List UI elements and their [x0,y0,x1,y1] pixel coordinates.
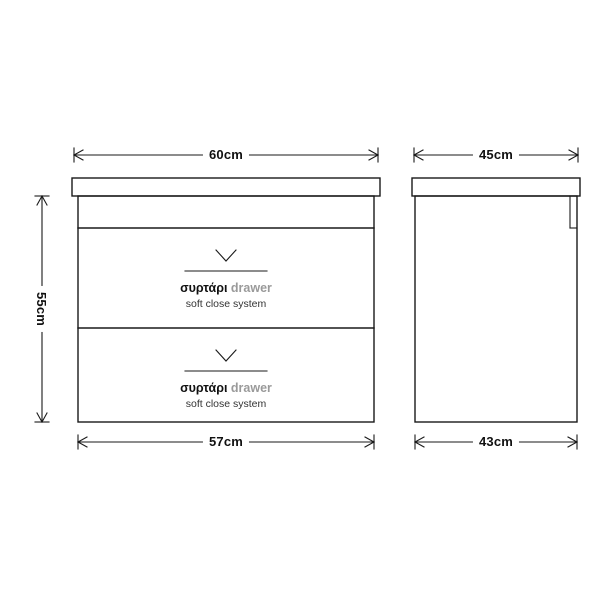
drawer-2-title [106,381,346,397]
side-countertop [412,178,580,196]
front-countertop [72,178,380,196]
front-height-dimension-label: 55cm [34,286,49,332]
drawer-2-annotation [106,381,346,411]
drawer-1-title-gr: συρτάρι [180,281,228,295]
side-top-dimension-label: 45cm [473,147,519,162]
side-cabinet-body [415,196,577,422]
chevron-down-icon [216,250,236,261]
drawer-2-title-gr: συρτάρι [180,381,228,395]
drawer-1-annotation [106,281,346,311]
drawer-1-subtitle: soft close system [185,297,267,310]
front-bottom-dimension-label: 57cm [203,434,249,449]
side-bottom-dimension-label: 43cm [473,434,519,449]
chevron-down-icon [216,350,236,361]
front-top-dimension-label: 60cm [203,147,249,162]
drawer-1-title-en: drawer [230,281,272,295]
drawer-2-title-en: drawer [230,381,272,395]
drawer-1-title [106,281,346,297]
drawer-2-subtitle: soft close system [185,397,267,410]
